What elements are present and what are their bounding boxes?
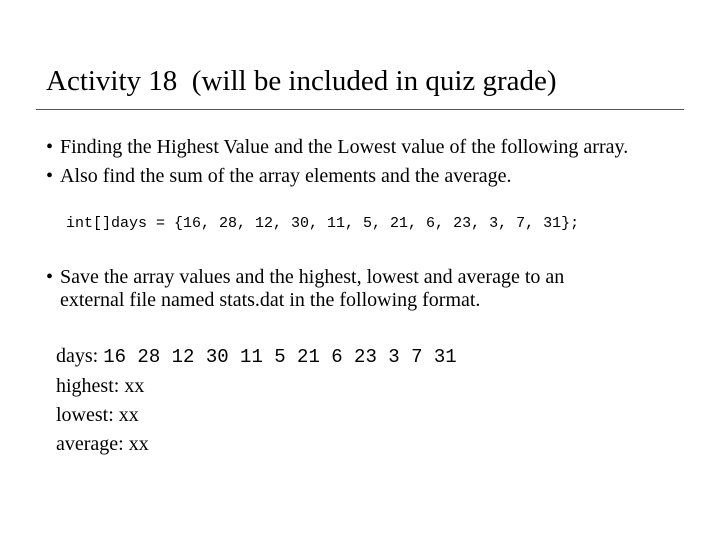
bullet-marker: • xyxy=(46,136,54,158)
format-days-row xyxy=(56,342,457,372)
days-label: days: xyxy=(56,345,104,367)
bullet-item-highest-lowest xyxy=(46,133,628,162)
array-code-line: int[]days = {16, 28, 12, 30, 11, 5, 21, 6, 23, 3, 7, 31}; xyxy=(66,215,580,232)
slide-title: Activity 18 (will be included in quiz grade) xyxy=(46,65,557,97)
save-instruction-text-1: Save the array values and the highest, lowest and average to an xyxy=(60,266,565,288)
format-lowest-row: lowest: xx xyxy=(56,404,139,426)
bullet-text: Finding the Highest Value and the Lowest value of the following array. xyxy=(60,136,629,158)
bullet-marker: • xyxy=(46,165,54,187)
bullet-text: Also find the sum of the array elements and the average. xyxy=(60,165,512,187)
format-highest-row: highest: xx xyxy=(56,375,145,397)
save-instruction xyxy=(46,266,564,312)
save-instruction-line-2: external file named stats.dat in the following format. xyxy=(60,289,481,311)
bullet-item-sum-average xyxy=(46,162,628,191)
title-divider xyxy=(36,109,684,110)
output-format-example xyxy=(56,342,457,459)
bullet-marker: • xyxy=(46,266,54,288)
instruction-list xyxy=(46,133,628,191)
save-instruction-line-1 xyxy=(46,266,564,289)
days-values: 16 28 12 30 11 5 21 6 23 3 7 31 xyxy=(103,346,457,368)
format-average-row: average: xx xyxy=(56,433,149,455)
